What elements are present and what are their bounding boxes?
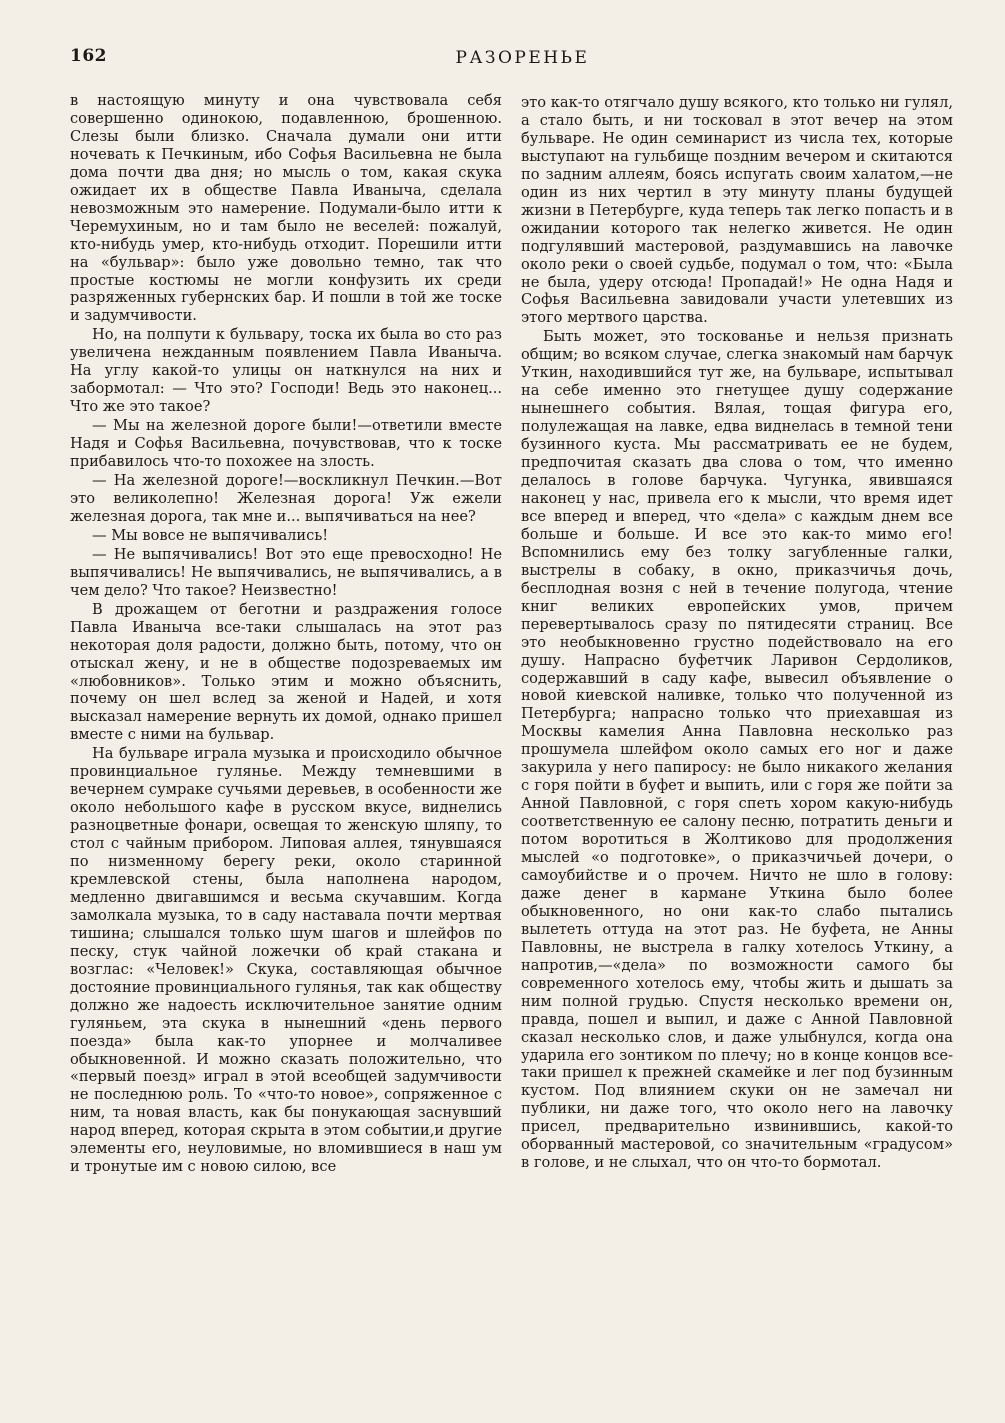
paragraph: — Не выпячивались! Вот это еще превосходно! Не выпячивались! Не выпячивались, не выпячивались, а в чем дело? Что такое? Неизвестно!: [70, 545, 502, 599]
left-text-column: [70, 92, 502, 1176]
page-number: 162: [70, 46, 107, 66]
paragraph: — Мы вовсе не выпячивались!: [92, 526, 329, 544]
right-text-column: [521, 94, 953, 1172]
paragraph: в настоящую минуту и она чувствовала себя совершенно одинокою, подавленною, брошенною. Слезы были близко. Сначала думали они итти ночевать к Печкиным, ибо Софья Васильевна не была дома почти два дня; но мысль о том, какая скука ожидает их в обществе Павла Иваныча, сделала невозможным это намерение. Подумали-было итти к Черемухиным, но и там было не веселей: пожалуй, кто-нибудь умер, кто-нибудь отходит. Порешили итти на «бульвар»: было уже довольно темно, так что простые костюмы не могли конфузить их среди разряженных губернских бар. И пошли в той же тоске и задумчивости.: [70, 92, 502, 325]
paragraph: Но, на полпути к бульвару, тоска их была во сто раз увеличена нежданным появлением Павла Иваныча. На углу какой-то улицы он наткнулся на них и забормотал: — Что это? Господи! Ведь это наконец... Что же это такое?: [70, 326, 502, 416]
running-title: РАЗОРЕНЬЕ: [455, 48, 590, 68]
page-header: [0, 44, 1005, 74]
paragraph: — На железной дороге!—воскликнул Печкин.—Вот это великолепно! Железная дорога! Уж ежели железная дорога, так мне и... выпячиваться на нее?: [70, 472, 502, 525]
paragraph: Быть может, это тоскованье и нельзя признать общим; во всяком случае, слегка знакомый нам барчук Уткин, находившийся тут же, на бульваре, испытывал на себе именно это гнетущее душу содержание нынешнего события. Вялая, тощая фигура его, полулежащая на лавке, едва виднелась в темной тени бузинного куста. Мы рассматривать ее не будем, предпочитая сказать два слова о том, что именно делалось в голове барчука. Чугунка, явившаяся наконец у нас, привела его к мысли, что время идет все вперед и вперед, что «дела» с каждым днем все больше и больше. И все это как-то мимо его! Вспомнились ему без толку загубленные галки, выстрелы в собаку, в окно, приказчичья дочь, бесплодная возня с ней в течение полугода, чтение книг великих европейских умов, причем перевертывалось сразу по пятидесяти страниц. Все это необыкновенно грустно подействовало на его душу. Напрасно буфетчик Ларивон Сердоликов, содержавший в саду кафе, вывесил объявление о новой киевской наливке, только что полученной из Петербурга; напрасно только что приехавшая из Москвы камелия Анна Павловна несколько раз прошумела шлейфом около самых его ног и даже закурила у него папиросу: не было никакого желания с горя пойти в буфет и выпить, или с горя же пойти за Анной Павловной, с горя спеть хором какую-нибудь соответственную ее салону песню, потратить деньги и потом воротиться в Жолтиково для продолжения мыслей «о подготовке», о приказчичьей дочери, о самоубийстве и о прочем. Ничто не шло в голову: даже денег в кармане Уткина было более обыкновенного, но они как-то слабо пытались вылететь оттуда на этот раз. Не буфета, не Анны Павловны, не выстрела в галку хотелось Уткину, а напротив,—«дела» по возможности самого бы современного хотелось ему, чтобы жить и дышать за ним полной грудью. Спустя несколько времени он, правда, пошел и выпил, и даже с Анной Павловной сказал несколько слов, и даже улыбнулся, когда она ударила его зонтиком по плечу; но в конце концов все-таки пришел к прежней скамейке и лег под бузинным кустом. Под влиянием скуки он не замечал ни публики, ни даже того, что около него на лавочку присел, предварительно извинившись, какой-то оборванный мастеровой, со значительным «градусом» в голове, и не слыхал, что он что-то бормотал.: [521, 328, 953, 1172]
paragraph: В дрожащем от беготни и раздражения голосе Павла Иваныча все-таки слышалась на этот раз некоторая доля радости, должно быть, потому, что он отыскал жену, и не в обществе подозреваемых им «любовников». Только этим и можно объяснить, почему он шел вслед за женой и Надей, и хотя высказал намерение вернуть их домой, однако пришел вместе с ними на бульвар.: [70, 600, 502, 744]
paragraph: это как-то отягчало душу всякого, кто только ни гулял, а стало быть, и ни тосковал в этот вечер на этом бульваре. Не один семинарист из числа тех, которые выступают на гульбище поздним вечером и скитаются по задним аллеям, боясь испугать своим халатом,—не один из них чертил в эту минуту планы будущей жизни в Петербурге, куда теперь так легко попасть и в ожидании которого так нелегко живется. Не один подгулявший мастеровой, раздумавшись на лавочке около реки о своей судьбе, подумал о том, что: «Была не была, удеру отсюда! Пропадай!» Не одна Надя и Софья Васильевна завидовали участи улетевших из этого мертвого царства.: [521, 94, 953, 327]
paragraph: — Мы на железной дороге были!—ответили вместе Надя и Софья Васильевна, почувствовав, что к тоске прибавилось что-то похожее на злость.: [70, 417, 502, 471]
paragraph: На бульваре играла музыка и происходило обычное провинциальное гулянье. Между темневшими в вечернем сумраке сучьями деревьев, в особенности же около небольшого кафе в русском вкусе, виднелись разноцветные фонари, освещая то женскую шляпу, то стол с чайным прибором. Липовая аллея, тянувшаяся по низменному берегу реки, около старинной кремлевской стены, была наполнена народом, медленно двигавшимся и весьма скучавшим. Когда замолкала музыка, то в саду наставала почти мертвая тишина; слышался только шум шагов и шлейфов по песку, стук чайной ложечки об край стакана и возглас: «Человек!» Скука, составляющая обычное достояние провинциального гулянья, так как обществу должно же надоесть исключительное занятие одним гуляньем, эта скука в нынешний «день первого поезда» была как-то упорнее и молчаливее обыкновенной. И можно сказать положительно, что «первый поезд» играл в этой всеобщей задумчивости не последнюю роль. То «что-то новое», сопряженное с ним, та новая власть, как бы понукающая заснувший народ вперед, которая скрыта в этом событии,и другие элементы его, неуловимые, но вломившиеся в наш ум и тронутые им с новою силою, все: [70, 745, 502, 1176]
